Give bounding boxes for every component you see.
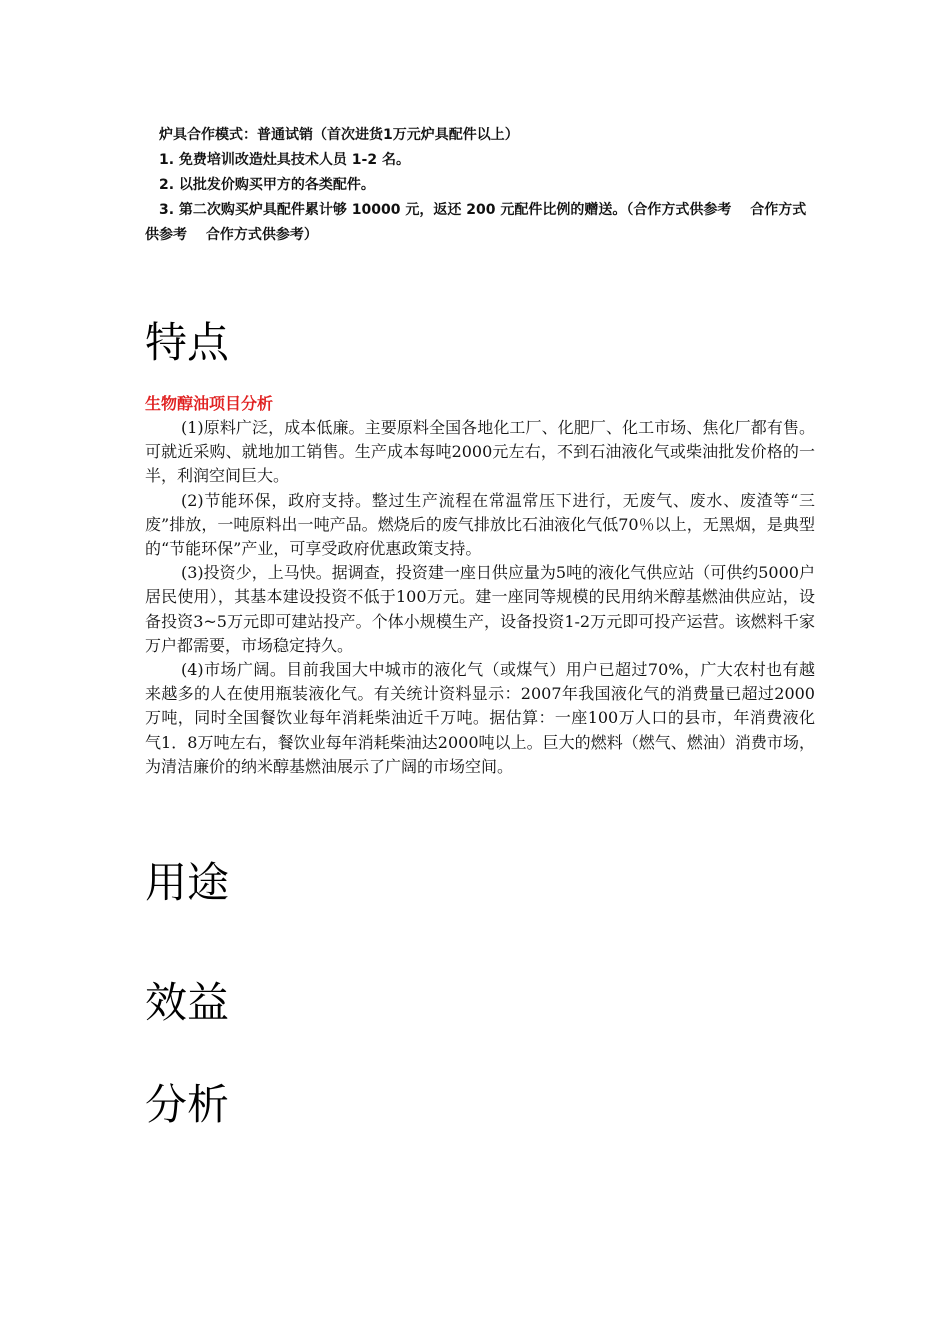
section-subtitle: 生物醇油项目分析 <box>145 394 274 413</box>
paragraph-4: (4)市场广阔。目前我国大中城市的液化气（或煤气）用户已超过70%，广大农村也有越来越多的人在使用瓶装液化气。有关统计资料显示：2007年我国液化气的消费量已超过2000万吨，同时全国餐饮业每年消耗柴油近千万吨。据估算：一座100万人口的县市，年消费液化气1．8万吨左右，餐饮业每年消耗柴油达2000吨以上。巨大的燃料（燃气、燃油）消费市场，为清洁廉价的纳米醇基燃油展示了广阔的市场空间。 <box>145 660 815 776</box>
paragraph-1: (1)原料广泛，成本低廉。主要原料全国各地化工厂、化肥厂、化工市场、焦化厂都有售。可就近采购、就地加工销售。生产成本每吨2000元左右，不到石油液化气或柴油批发价格的一半，利润空间巨大。 <box>145 418 815 486</box>
cooperation-section <box>145 123 815 248</box>
cooperation-item-1: 1. 免费培训改造灶具技术人员 1-2 名。 <box>159 152 410 168</box>
analysis-body <box>145 416 815 779</box>
heading-analysis: 分析 <box>145 1080 230 1129</box>
heading-features: 特点 <box>145 318 230 367</box>
paragraph-2: (2)节能环保，政府支持。整过生产流程在常温常压下进行，无废气、废水、废渣等“三废”排放，一吨原料出一吨产品。燃烧后的废气排放比石油液化气低70％以上，无黑烟，是典型的“节能环保”产业，可享受政府优惠政策支持。 <box>145 490 815 559</box>
paragraph-3: (3)投资少，上马快。据调查，投资建一座日供应量为5吨的液化气供应站（可供约5000户居民使用），其基本建设投资不低于100万元。建一座同等规模的民用纳米醇基燃油供应站，设备投资3~5万元即可建站投产。个体小规模生产，设备投资1-2万元即可投产运营。该燃料千家万户都需要，市场稳定持久。 <box>145 563 815 655</box>
cooperation-title: 炉具合作模式：普通试销（首次进货1万元炉具配件以上） <box>159 127 519 143</box>
cooperation-item-2: 2. 以批发价购买甲方的各类配件。 <box>159 177 375 193</box>
cooperation-item-3: 3. 第二次购买炉具配件累计够 10000 元，返还 200 元配件比例的赠送。（合作方式供参考 合作方式供参考 合作方式供参考） <box>145 202 807 243</box>
heading-uses: 用途 <box>145 858 230 907</box>
heading-benefits: 效益 <box>145 978 230 1027</box>
